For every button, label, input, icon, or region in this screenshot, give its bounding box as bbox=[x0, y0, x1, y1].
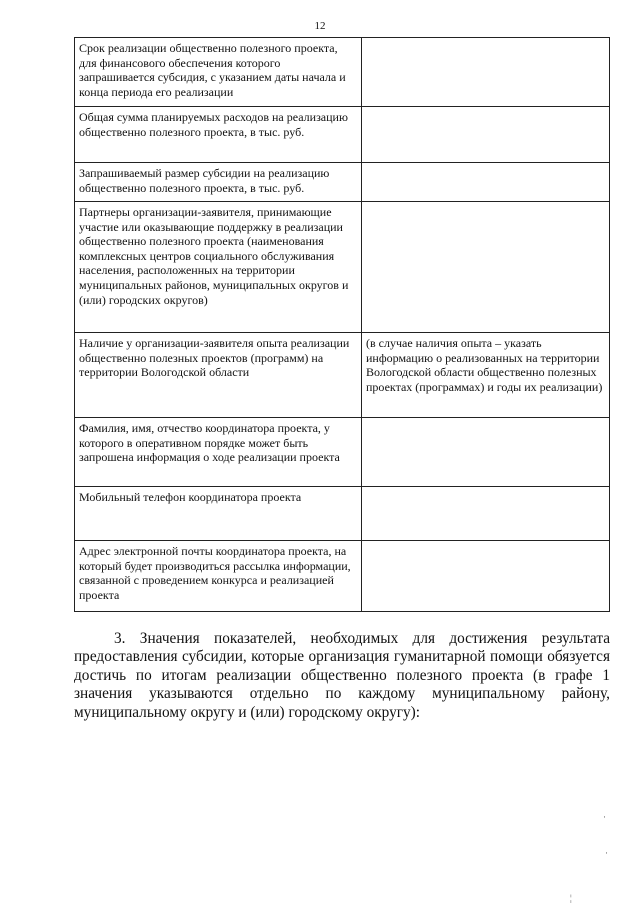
page-number: 12 bbox=[314, 20, 326, 32]
table-row bbox=[75, 163, 610, 202]
row-label: Партнеры организации-заявителя, принимающие участие или оказывающие поддержку в реализации общественно полезного проекта (наименования комплексных центров социального обслуживания населения, расположенных на территории муниципальных районов, муниципальных округов и (или) городских округов) bbox=[75, 202, 362, 333]
row-value: (в случае наличия опыта – указать информацию о реализованных на территории Вологодской области общественно полезных проектах (программах) и годы их реализации) bbox=[362, 333, 610, 418]
project-info-table bbox=[74, 37, 610, 612]
scan-artifact: · bbox=[605, 848, 608, 858]
scan-artifact: ¦ bbox=[570, 893, 572, 903]
row-value bbox=[362, 38, 610, 107]
row-value bbox=[362, 418, 610, 487]
table-row bbox=[75, 333, 610, 418]
row-value bbox=[362, 107, 610, 163]
row-value bbox=[362, 163, 610, 202]
row-label: Наличие у организации-заявителя опыта реализации общественно полезных проектов (программ) на территории Вологодской области bbox=[75, 333, 362, 418]
table-row bbox=[75, 487, 610, 541]
table-row bbox=[75, 107, 610, 163]
table-row bbox=[75, 541, 610, 612]
row-label: Срок реализации общественно полезного проекта, для финансового обеспечения которого запрашивается субсидия, с указанием даты начала и конца периода его реализации bbox=[75, 38, 362, 107]
row-label: Запрашиваемый размер субсидии на реализацию общественно полезного проекта, в тыс. руб. bbox=[75, 163, 362, 202]
scan-artifact: · bbox=[603, 812, 606, 822]
row-value bbox=[362, 202, 610, 333]
row-label: Мобильный телефон координатора проекта bbox=[75, 487, 362, 541]
row-value bbox=[362, 487, 610, 541]
section-3-paragraph: 3. Значения показателей, необходимых для достижения результата предоставления субсидии, которые организация гуманитарной помощи обязуется достичь по итогам реализации общественно полезного проекта (в графе 1 значения указываются отдельно по каждому муниципальному району, муниципальному округу и (или) городскому округу): bbox=[74, 630, 610, 721]
row-label: Фамилия, имя, отчество координатора проекта, у которого в оперативном порядке может быть запрошена информация о ходе реализации проекта bbox=[75, 418, 362, 487]
table-row bbox=[75, 38, 610, 107]
table-row bbox=[75, 202, 610, 333]
row-label: Адрес электронной почты координатора проекта, на который будет производиться рассылка информации, связанной с проведением конкурса и реализацией проекта bbox=[75, 541, 362, 612]
table-row bbox=[75, 418, 610, 487]
row-label: Общая сумма планируемых расходов на реализацию общественно полезного проекта, в тыс. руб. bbox=[75, 107, 362, 163]
row-value bbox=[362, 541, 610, 612]
